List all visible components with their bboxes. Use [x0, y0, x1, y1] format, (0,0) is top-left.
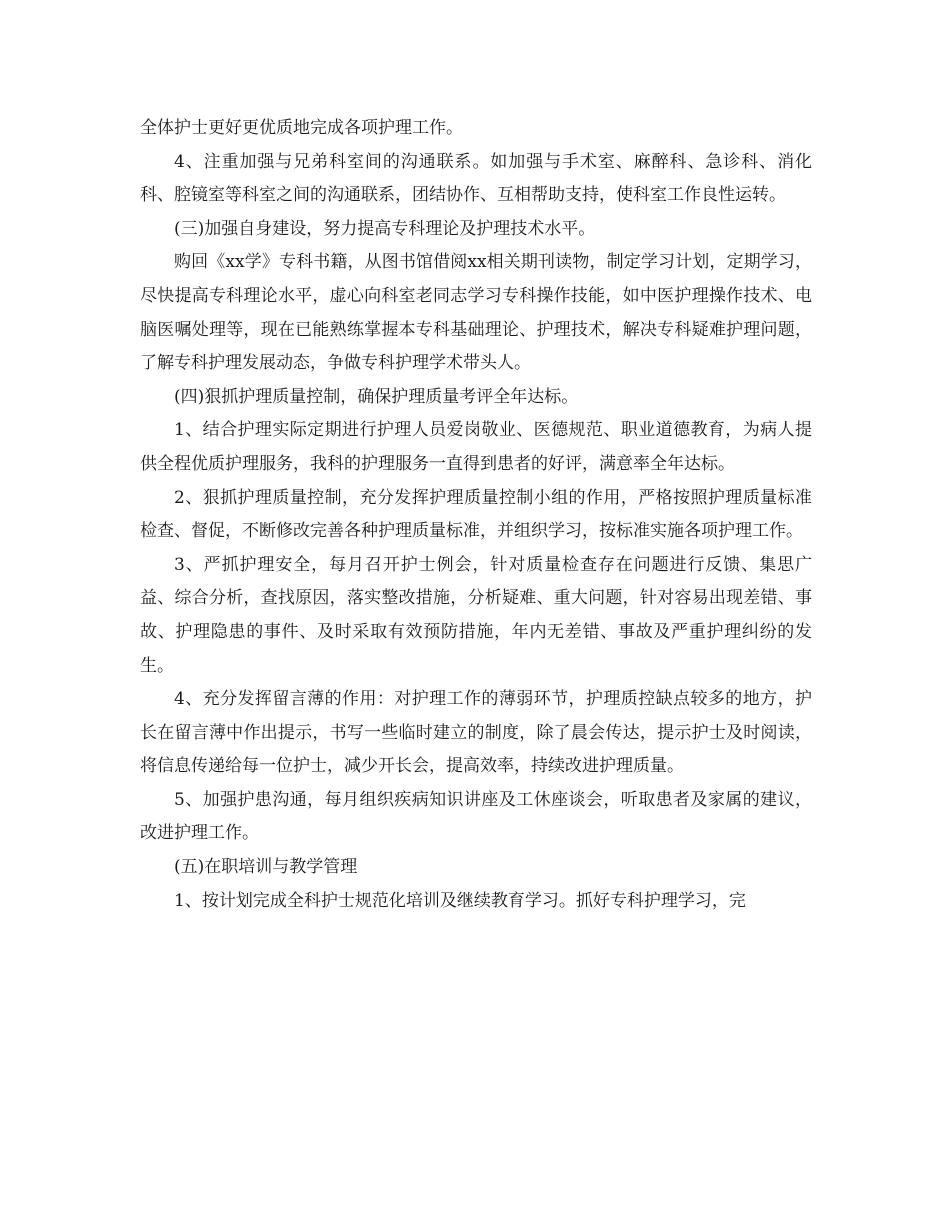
paragraph-item-2-quality: 2、狠抓护理质量控制，充分发挥护理质量控制小组的作用，严格按照护理质量标准检查、督促，不断修改完善各种护理质量标准，并组织学习，按标准实施各项护理工作。	[140, 487, 812, 542]
section-heading-3: (三)加强自身建设，努力提高专科理论及护理技术水平。	[174, 218, 596, 239]
document-body	[140, 112, 812, 918]
paragraph-continuation: 全体护士更好更优质地完成各项护理工作。	[140, 118, 463, 138]
paragraph-item-5-patient-communication: 5、加强护患沟通，每月组织疾病知识讲座及工休座谈会，听取患者及家属的建议，改进护理工作。	[140, 789, 812, 844]
paragraph-item-1-training: 1、按计划完成全科护士规范化培训及继续教育学习。抓好专科护理学习，完	[174, 890, 746, 911]
paragraph-item-4-communication: 4、注重加强与兄弟科室间的沟通联系。如加强与手术室、麻醉科、急诊科、消化科、腔镜室等科室之间的沟通联系，团结协作、互相帮助支持，使科室工作良性运转。	[140, 151, 812, 206]
paragraph-item-4-message-book: 4、充分发挥留言薄的作用：对护理工作的薄弱环节，护理质控缺点较多的地方，护长在留言薄中作出提示，书写一些临时建立的制度，除了晨会传达，提示护士及时阅读，将信息传递给每一位护士，减少开长会，提高效率，持续改进护理质量。	[140, 689, 812, 777]
paragraph-item-1-ethics: 1、结合护理实际定期进行护理人员爱岗敬业、医德规范、职业道德教育，为病人提供全程优质护理服务，我科的护理服务一直得到患者的好评，满意率全年达标。	[140, 420, 812, 474]
paragraph-item-3-safety: 3、严抓护理安全，每月召开护士例会，针对质量检查存在问题进行反馈、集思广益、综合分析，查找原因，落实整改措施，分析疑难、重大问题，针对容易出现差错、事故、护理隐患的事件、及时采取有效预防措施，年内无差错、事故及严重护理纠纷的发生。	[140, 554, 812, 676]
section-heading-4: (四)狠抓护理质量控制，确保护理质量考评全年达标。	[174, 386, 579, 407]
paragraph-self-study: 购回《xx学》专科书籍，从图书馆借阅xx相关期刊读物，制定学习计划，定期学习，尽快提高专科理论水平，虚心向科室老同志学习专科操作技能，如中医护理操作技术、电脑医嘱处理等，现在已能熟练掌握本专科基础理论、护理技术，解决专科疑难护理问题，了解专科护理发展动态，争做专科护理学术带头人。	[140, 252, 812, 374]
section-heading-5: (五)在职培训与教学管理	[174, 857, 358, 878]
